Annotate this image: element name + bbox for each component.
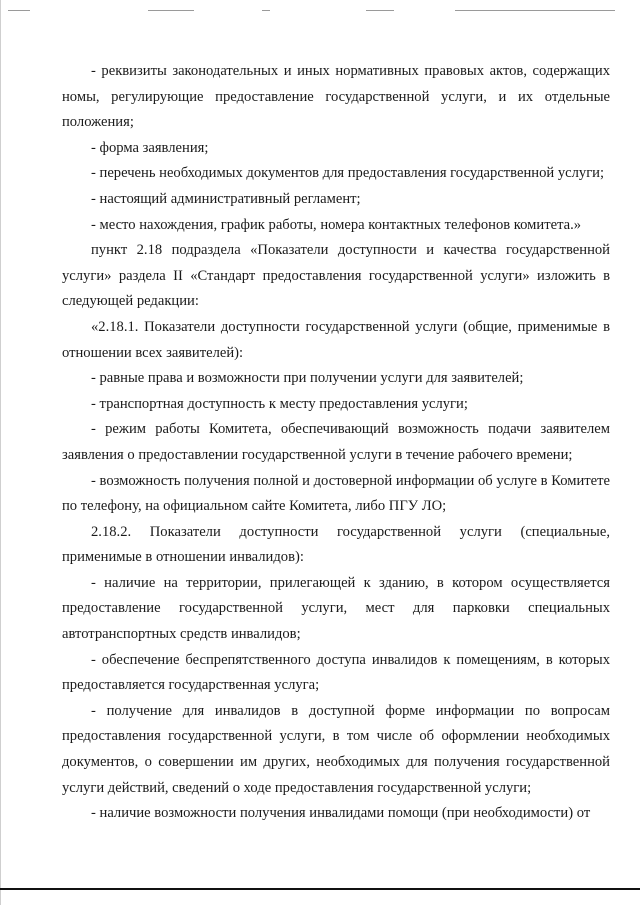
document-paragraph: - получение для инвалидов в доступной форме информации по вопросам предоставления государственной услуги, в том числе об оформлении необходимых документов, о совершении им других, необходимых для получения государственной услуги действий, сведений о ходе предоставления государственной услуги; [62,702,610,796]
document-paragraph: - форма заявления; [91,139,209,156]
document-paragraph: - обеспечение беспрепятственного доступа инвалидов к помещениям, в которых предоставляется государственная услуга; [62,651,610,694]
document-paragraph: - режим работы Комитета, обеспечивающий возможность подачи заявителем заявления о предоставлении государственной услуги в течение рабочего времени; [62,421,610,463]
document-paragraph: - реквизиты законодательных и иных нормативных правовых актов, содержащих номы, регулирующие предоставление государственной услуги, и их отдельные положения; [62,63,610,131]
document-paragraph: - настоящий административный регламент; [91,190,361,207]
scan-top-artifact [455,10,615,11]
document-paragraph: - равные права и возможности при получении услуги для заявителей; [91,370,524,387]
document-paragraph: - наличие на территории, прилегающей к зданию, в котором осуществляется предоставление государственной услуги, мест для парковки специальных автотранспортных средств инвалидов; [62,574,610,643]
document-paragraph: - наличие возможности получения инвалидами помощи (при необходимости) от [91,805,591,822]
scan-top-artifact [148,10,194,11]
document-paragraph: «2.18.1. Показатели доступности государственной услуги (общие, применимые в отношении всех заявителей): [62,318,610,361]
scan-top-artifact [262,10,270,11]
scan-top-artifact [8,10,30,11]
document-paragraph: - место нахождения, график работы, номера контактных телефонов комитета.» [91,216,582,233]
scan-top-artifact [366,10,394,11]
document-paragraph: 2.18.2. Показатели доступности государственной услуги (специальные, применимые в отношении инвалидов): [62,523,610,566]
document-paragraph: - транспортная доступность к месту предоставления услуги; [91,395,468,412]
document-paragraph: - перечень необходимых документов для предоставления государственной услуги; [91,165,605,182]
document-paragraph: - возможность получения полной и достоверной информации об услуге в Комитете по телефону, на официальном сайте Комитета, либо ПГУ ЛО; [62,472,610,515]
scan-bottom-edge [0,888,640,890]
scan-left-edge [0,0,1,905]
document-body [62,59,610,827]
document-paragraph: пункт 2.18 подраздела «Показатели доступности и качества государственной услуги» раздела II «Стандарт предоставления государственной услуги» изложить в следующей редакции: [62,242,610,310]
